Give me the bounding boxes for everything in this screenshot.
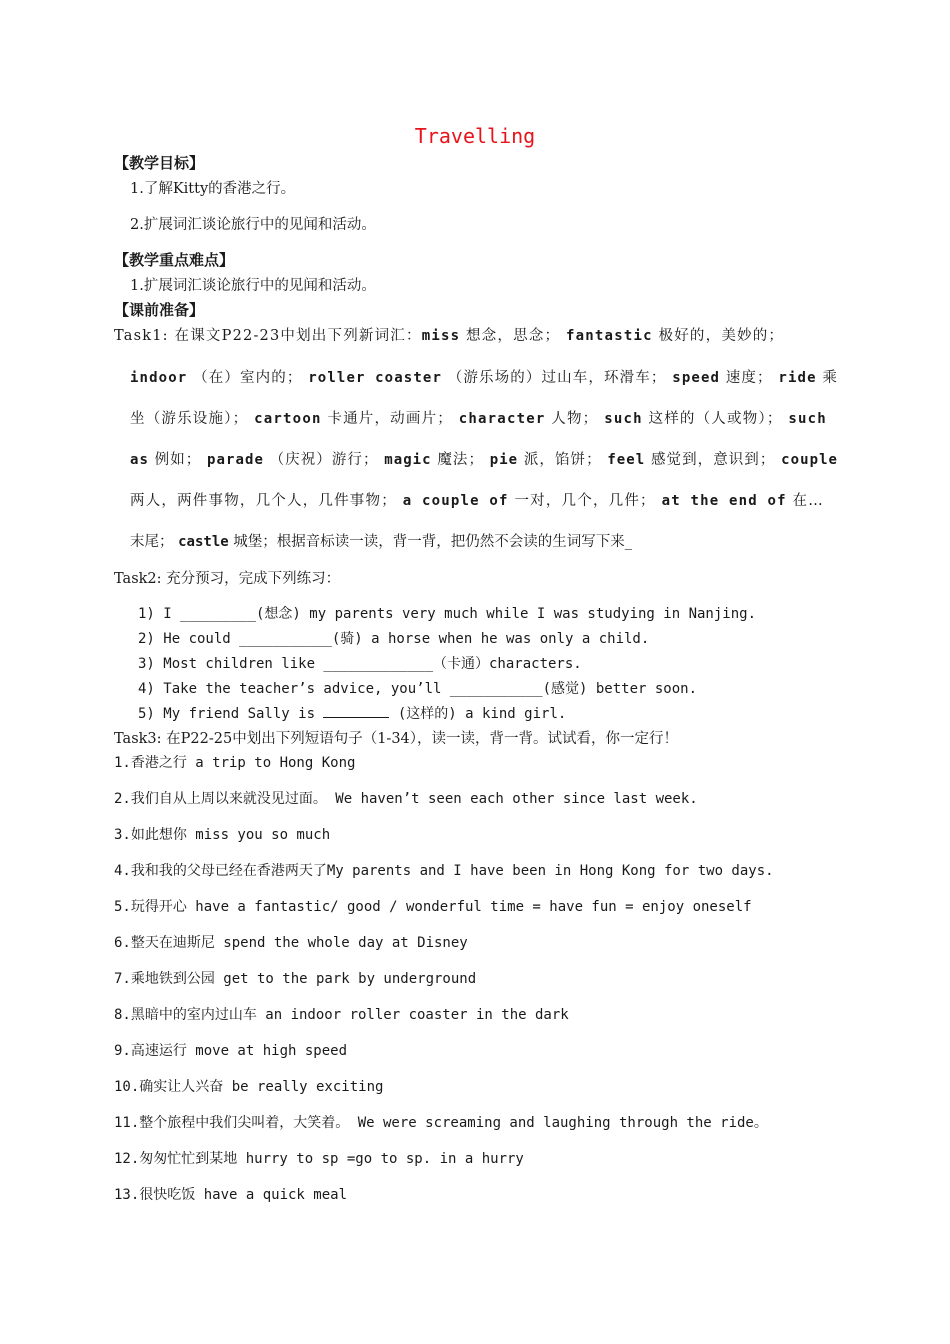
phrase-item: 7.乘地铁到公园 get to the park by underground	[114, 971, 477, 987]
phrase-item: 2.我们自从上周以来就没见过面。 We haven’t seen each other since last week.	[114, 791, 698, 807]
vocab-gloss: 速度；	[720, 370, 779, 386]
answer-blank[interactable]	[323, 705, 389, 718]
vocab-word: a couple of	[402, 493, 509, 509]
vocab-gloss: 城堡；根据音标读一读，背一背，把仍然不会读的生词写下来_	[228, 534, 633, 550]
vocab-gloss: 卡通片，动画片；	[321, 411, 459, 427]
vocab-word: indoor	[130, 370, 188, 386]
vocab-gloss: 魔法；	[431, 452, 490, 468]
page-title: Travelling	[414, 124, 536, 148]
vocab-gloss: 乘	[816, 370, 839, 386]
vocab-gloss: 感觉到，意识到；	[645, 452, 782, 468]
vocab-gloss: 两人，两件事物，几个人，几件事物；	[130, 493, 403, 509]
vocab-word: castle	[178, 534, 229, 550]
exercise-item: 1) I _________(想念) my parents very much while I was studying in Nanjing.	[138, 606, 757, 622]
vocab-word: at the end of	[661, 493, 787, 509]
phrase-item: 9.高速运行 move at high speed	[114, 1043, 348, 1059]
vocab-gloss: 坐（游乐设施）；	[130, 411, 255, 427]
vocab-gloss: 极好的，美妙的；	[652, 328, 785, 344]
vocab-line	[130, 407, 827, 428]
goal-item: 2.扩展词汇谈论旅行中的见闻和活动。	[130, 217, 376, 233]
vocab-line	[130, 448, 838, 469]
vocab-gloss: 一对，几个，几件；	[508, 493, 662, 509]
phrase-item: 6.整天在迪斯尼 spend the whole day at Disney	[114, 935, 468, 951]
phrase-item: 4.我和我的父母已经在香港两天了My parents and I have been in Hong Kong for two days.	[114, 863, 774, 879]
vocab-gloss: 想念，思念；	[460, 328, 567, 344]
vocab-word: such	[604, 411, 643, 427]
prep-heading: 【课前准备】	[114, 301, 205, 319]
vocab-gloss: 人物；	[545, 411, 605, 427]
phrase-item: 5.玩得开心 have a fantastic/ good / wonderful time = have fun = enjoy oneself	[114, 899, 752, 915]
exercise-item: 2) He could ___________(骑) a horse when he was only a child.	[138, 631, 650, 647]
phrase-item: 13.很快吃饭 have a quick meal	[114, 1187, 348, 1203]
vocab-line	[130, 489, 824, 510]
exercise-item	[138, 703, 566, 723]
key-point-item: 1.扩展词汇谈论旅行中的见闻和活动。	[130, 278, 376, 294]
vocab-line	[130, 530, 632, 551]
vocab-word: couple	[781, 452, 839, 468]
vocab-line	[130, 366, 838, 387]
vocab-gloss: Task1: 在课文P22-23中划出下列新词汇：	[114, 328, 422, 344]
vocab-line	[114, 324, 784, 345]
vocab-word: speed	[672, 370, 721, 386]
vocab-word: cartoon	[254, 411, 322, 427]
vocab-gloss: （在）室内的；	[187, 370, 309, 386]
vocab-gloss: 在…	[786, 493, 824, 509]
exercise-item: 4) Take the teacher’s advice, you’ll ___________(感觉) better soon.	[138, 681, 698, 697]
goals-heading: 【教学目标】	[114, 154, 205, 172]
vocab-word: magic	[384, 452, 432, 468]
phrase-item: 1.香港之行 a trip to Hong Kong	[114, 755, 356, 771]
vocab-gloss: 例如；	[148, 452, 208, 468]
vocab-word: feel	[607, 452, 646, 468]
task3-heading: Task3: 在P22-25中划出下列短语句子（1-34），读一读，背一背。试试看，你一定行！	[114, 731, 679, 747]
phrase-item: 12.匆匆忙忙到某地 hurry to sp =go to sp. in a hurry	[114, 1151, 524, 1167]
vocab-word: ride	[778, 370, 817, 386]
phrase-item: 10.确实让人兴奋 be really exciting	[114, 1079, 384, 1095]
exercise-item: 3) Most children like _____________（卡通）characters.	[138, 656, 582, 672]
vocab-word: such	[788, 411, 827, 427]
exercise-item-text: 5) My friend Sally is	[138, 706, 316, 722]
exercise-item-text: (这样的) a kind girl.	[389, 706, 567, 722]
phrase-item: 3.如此想你 miss you so much	[114, 827, 331, 843]
vocab-word: character	[458, 411, 546, 427]
vocab-gloss: （庆祝）游行；	[263, 452, 385, 468]
vocab-gloss: 派，馅饼；	[518, 452, 608, 468]
vocab-gloss: 末尾；	[130, 534, 179, 550]
key-points-heading: 【教学重点难点】	[114, 251, 235, 269]
goal-item: 1.了解Kitty的香港之行。	[130, 181, 296, 197]
vocab-word: fantastic	[566, 328, 653, 344]
vocab-word: pie	[489, 452, 519, 468]
vocab-word: parade	[207, 452, 264, 468]
vocab-gloss: 这样的（人或物）；	[642, 411, 789, 427]
vocab-word: as	[130, 452, 149, 468]
task2-heading: Task2: 充分预习，完成下列练习：	[114, 571, 341, 587]
vocab-word: roller coaster	[308, 370, 443, 386]
vocab-gloss: （游乐场的）过山车，环滑车；	[442, 370, 673, 386]
phrase-item: 8.黑暗中的室内过山车 an indoor roller coaster in the dark	[114, 1007, 569, 1023]
vocab-word: miss	[421, 328, 461, 344]
phrase-item: 11.整个旅程中我们尖叫着，大笑着。 We were screaming and laughing through the ride。	[114, 1115, 768, 1131]
